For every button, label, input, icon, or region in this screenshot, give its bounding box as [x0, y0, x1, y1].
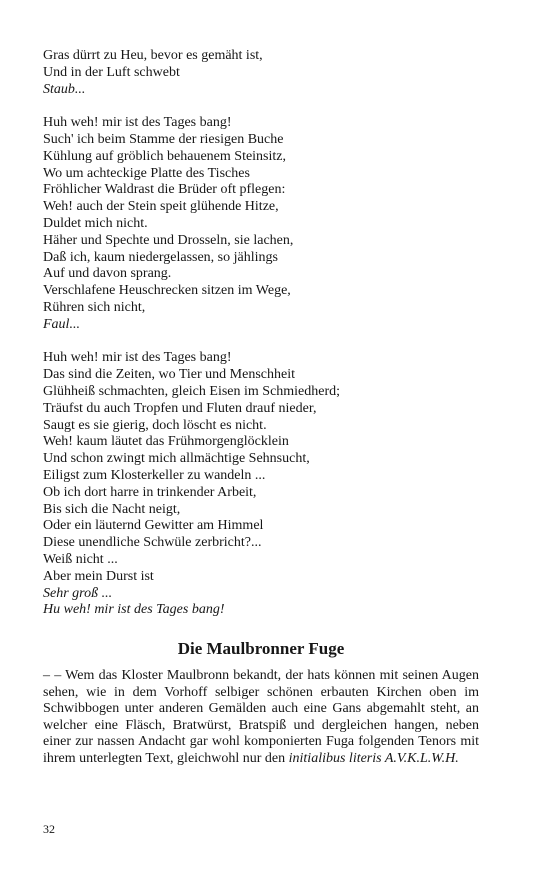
page-number: 32 [43, 822, 55, 836]
poem-line: Gras dürrt zu Heu, bevor es gemäht ist, [43, 48, 263, 63]
poem-line: Ob ich dort harre in trinkender Arbeit, [43, 484, 257, 500]
poem-line: Sehr groß ... [43, 585, 113, 601]
prose-italic-text: initialibus literis A.V.K.L.W.H. [288, 750, 459, 766]
poem-line: Huh weh! mir ist des Tages bang! [43, 115, 232, 131]
poem-line: Diese unendliche Schwüle zerbricht?... [43, 535, 262, 551]
prose-text: – – Wem das Kloster Maulbronn bekandt, der hats können mit seinen Augen sehen, wie in dem Vorhoff selbiger schönen erbauten Kirchen oben im Schwibbogen unter anderen Gemälden auch eine Gans abgemahlt steht, an welcher eine Fläsch, Bratwürst, Bratspiß und dergleichen hangen, neben einer zur nassen Andacht gar wohl komponierten Fuga folgenden Tenors mit ihrem unterlegten Text, gleichwohl nur den [43, 668, 479, 766]
poem-line: Oder ein läuternd Gewitter am Himmel [43, 518, 264, 534]
poem-line: Kühlung auf gröblich behauenem Steinsitz, [43, 148, 286, 164]
poem [43, 48, 479, 619]
poem-line: Bis sich die Nacht neigt, [43, 501, 181, 517]
poem-line: Und schon zwingt mich allmächtige Sehnsucht, [43, 451, 310, 467]
poem-line: Wo um achteckige Platte des Tisches [43, 165, 250, 181]
poem-line: Hu weh! mir ist des Tages bang! [43, 602, 225, 618]
poem-line: Weiß nicht ... [43, 551, 118, 567]
poem-line: Aber mein Durst ist [43, 568, 154, 584]
poem-line: Verschlafene Heuschrecken sitzen im Wege, [43, 283, 291, 299]
book-page [43, 48, 479, 767]
poem-line: Weh! kaum läutet das Frühmorgenglöcklein [43, 434, 289, 450]
poem-line: Saugt es sie gierig, doch löscht es nicht. [43, 417, 267, 433]
poem-line: Glühheiß schmachten, gleich Eisen im Schmiedherd; [43, 383, 341, 399]
section-heading: Die Maulbronner Fuge [177, 639, 345, 659]
poem-line: Fröhlicher Waldrast die Brüder oft pflegen: [43, 182, 286, 198]
poem-line: Das sind die Zeiten, wo Tier und Menschheit [43, 367, 295, 383]
poem-line: Und in der Luft schwebt [43, 64, 180, 80]
poem-line: Weh! auch der Stein speit glühende Hitze, [43, 199, 279, 215]
poem-line: Träufst du auch Tropfen und Fluten drauf nieder, [43, 400, 317, 416]
poem-line: Daß ich, kaum niedergelassen, so jählings [43, 249, 278, 265]
poem-line: Huh weh! mir ist des Tages bang! [43, 350, 232, 366]
poem-line: Such' ich beim Stamme der riesigen Buche [43, 131, 284, 147]
poem-line: Staub... [43, 81, 86, 97]
poem-line: Auf und davon sprang. [43, 266, 172, 282]
poem-line: Rühren sich nicht, [43, 299, 146, 315]
poem-stanza [43, 115, 479, 333]
poem-stanza [43, 350, 479, 619]
prose-paragraph [43, 668, 479, 767]
poem-line: Duldet mich nicht. [43, 215, 148, 231]
poem-line: Eiligst zum Klosterkeller zu wandeln ... [43, 467, 266, 483]
poem-line: Häher und Spechte und Drosseln, sie lachen, [43, 232, 294, 248]
poem-line: Faul... [43, 316, 80, 332]
poem-stanza [43, 48, 479, 98]
